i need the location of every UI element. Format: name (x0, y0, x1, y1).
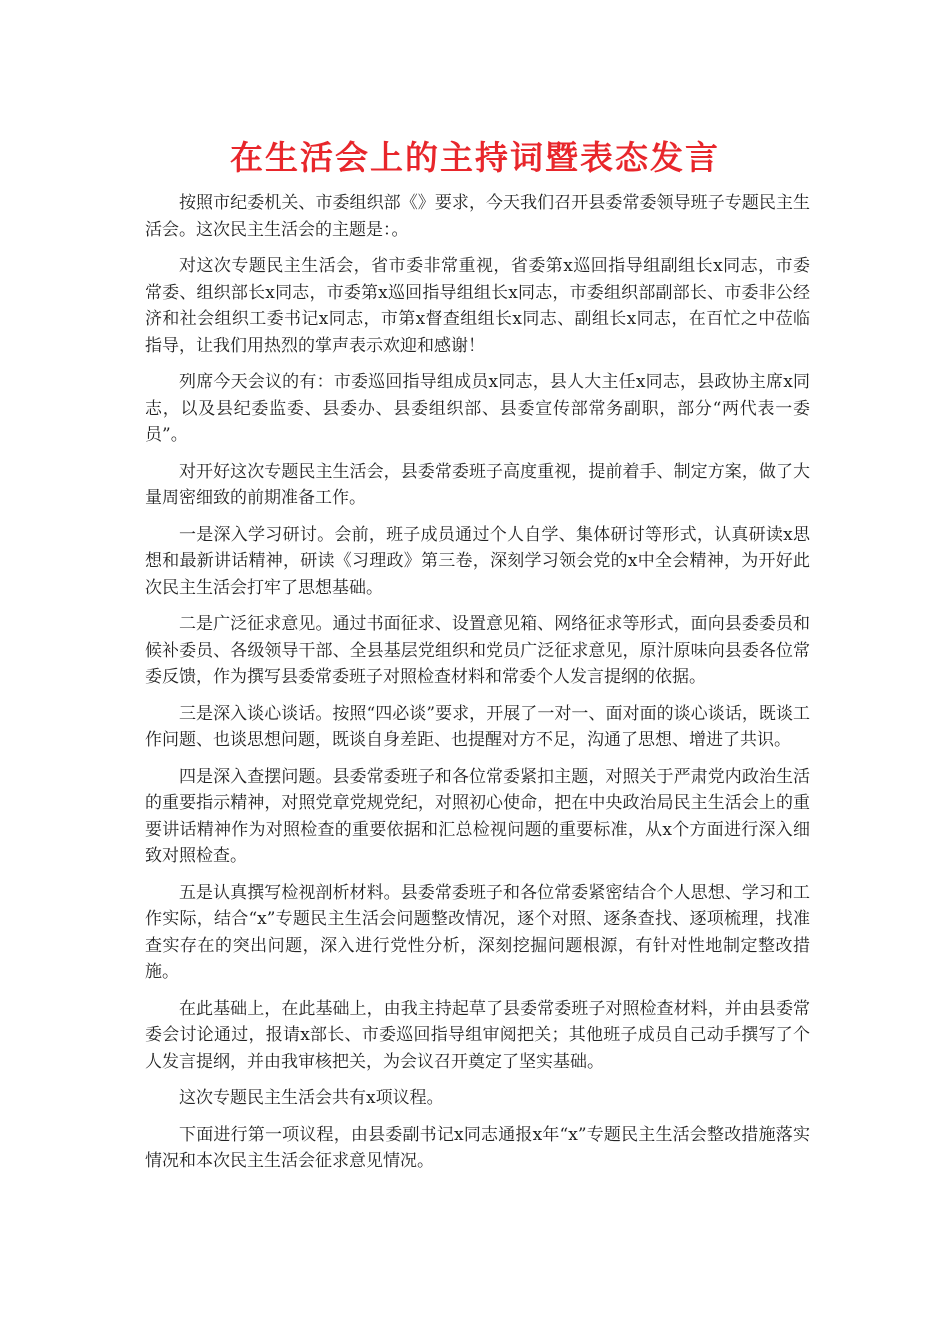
document-title: 在生活会上的主持词暨表态发言 (230, 138, 720, 177)
paragraph-materials: 五是认真撰写检视剖析材料。县委常委班子和各位常委紧密结合个人思想、学习和工作实际，结合“x”专题民主生活会问题整改情况，逐个对照、逐条查找、逐项梳理，找准查实存在的突出问题，深入进行党性分析，深刻挖掘问题根源，有针对性地制定整改措施。 (145, 882, 810, 982)
paragraph-problems: 四是深入查摆问题。县委常委班子和各位常委紧扣主题，对照关于严肃党内政治生活的重要指示精神，对照党章党规党纪，对照初心使命，把在中央政治局民主生活会上的重要讲话精神作为对照检查的重要依据和汇总检视问题的重要标准，从x个方面进行深入细致对照检查。 (145, 766, 810, 866)
paragraph-attendees: 列席今天会议的有：市委巡回指导组成员x同志，县人大主任x同志，县政协主席x同志，以及县纪委监委、县委办、县委组织部、县委宣传部常务副职，部分“两代表一委员”。 (145, 372, 810, 445)
paragraph-drafting: 在此基础上，在此基础上，由我主持起草了县委常委班子对照检查材料，并由县委常委会讨论通过，报请x部长、市委巡回指导组审阅把关；其他班子成员自己动手撰写了个人发言提纲，并由我审核把关，为会议召开奠定了坚实基础。 (145, 998, 810, 1072)
paragraph-opinions: 二是广泛征求意见。通过书面征求、设置意见箱、网络征求等形式，面向县委委员和候补委员、各级领导干部、全县基层党组织和党员广泛征求意见，原汁原味向县委各位常委反馈，作为撰写县委常委班子对照检查材料和常委个人发言提纲的依据。 (145, 614, 810, 687)
paragraph-agenda: 这次专题民主生活会共有x项议程。 (179, 1088, 444, 1108)
paragraph-preparation: 对开好这次专题民主生活会，县委常委班子高度重视，提前着手、制定方案，做了大量周密细致的前期准备工作。 (145, 461, 810, 508)
paragraph-intro: 按照市纪委机关、市委组织部《》要求，今天我们召开县委常委领导班子专题民主生活会。这次民主生活会的主题是：。 (145, 193, 810, 240)
document-body (145, 190, 810, 1185)
paragraph-welcome: 对这次专题民主生活会，省市委非常重视，省委第x巡回指导组副组长x同志，市委常委、组织部长x同志，市委第x巡回指导组组长x同志，市委组织部副部长、市委非公经济和社会组织工委书记x同志，市第x督查组组长x同志、副组长x同志，在百忙之中莅临指导，让我们用热烈的掌声表示欢迎和感谢！ (145, 256, 810, 356)
paragraph-first-item: 下面进行第一项议程，由县委副书记x同志通报x年“x”专题民主生活会整改措施落实情况和本次民主生活会征求意见情况。 (145, 1124, 810, 1171)
paragraph-talks: 三是深入谈心谈话。按照“四必谈”要求，开展了一对一、面对面的谈心谈话，既谈工作问题、也谈思想问题，既谈自身差距、也提醒对方不足，沟通了思想、增进了共识。 (145, 703, 810, 750)
paragraph-study: 一是深入学习研讨。会前，班子成员通过个人自学、集体研讨等形式，认真研读x思想和最新讲话精神，研读《习理政》第三卷，深刻学习领会党的x中全会精神，为开好此次民主生活会打牢了思想基础。 (145, 524, 810, 598)
